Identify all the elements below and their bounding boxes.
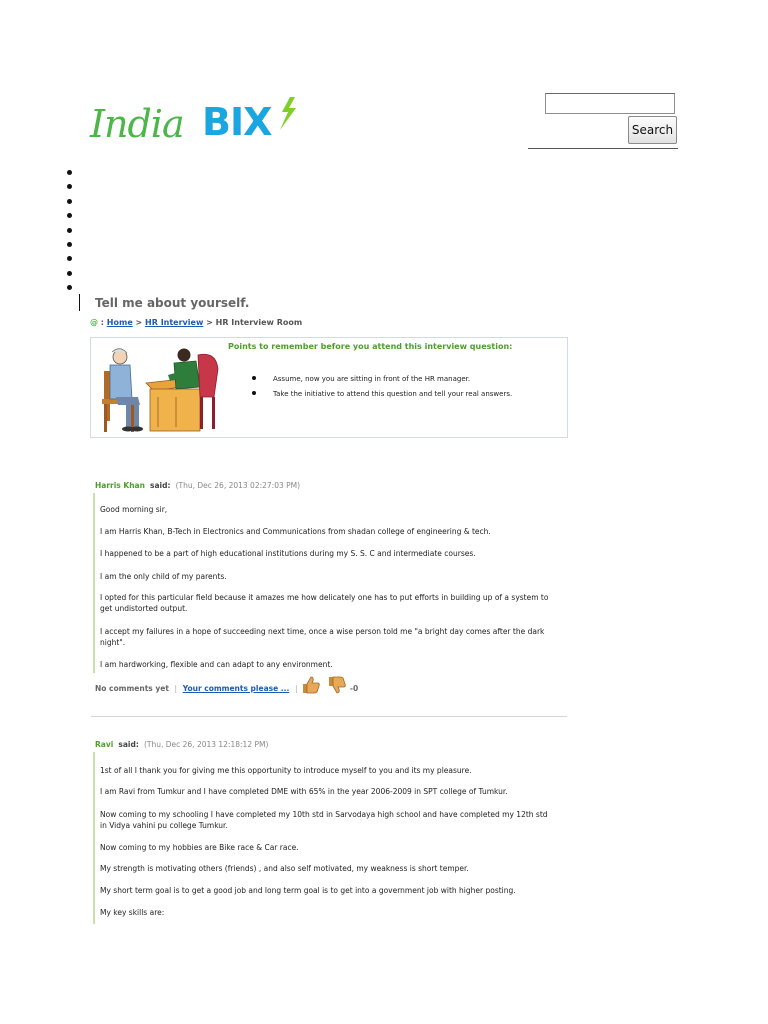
- nav-menu-item[interactable]: [67, 285, 72, 290]
- breadcrumb-current: HR Interview Room: [215, 318, 303, 327]
- tip-item: Assume, now you are sitting in front of the HR manager.: [273, 375, 471, 383]
- nav-menu-item[interactable]: [67, 271, 72, 276]
- your-comments-link[interactable]: Your comments please ...: [182, 684, 290, 693]
- text-cursor: [79, 294, 80, 311]
- nav-menu-item[interactable]: [67, 228, 72, 233]
- nav-menu-item[interactable]: [67, 199, 72, 204]
- nav-menu-item[interactable]: [67, 184, 72, 189]
- comment-text-line: I am the only child of my parents.: [100, 572, 227, 581]
- comment-header: [95, 473, 300, 492]
- breadcrumb-separator: >: [206, 318, 213, 327]
- comment-text-line: I happened to be a part of high educational institutions during my S. S. C and intermediate courses.: [100, 549, 476, 558]
- comment-said-label: said:: [118, 740, 139, 749]
- footer-separator: |: [294, 684, 298, 693]
- comment-text-line: get undistorted output.: [100, 604, 188, 613]
- comment-text-line: I am Harris Khan, B-Tech in Electronics and Communications from shadan college of engineering & tech.: [100, 527, 491, 536]
- comment-date: (Thu, Dec 26, 2013 12:18:12 PM): [143, 740, 269, 749]
- comment-text-line: My short term goal is to get a good job and long term goal is to get into a government job with higher posting.: [100, 886, 516, 895]
- interview-illustration: [96, 341, 226, 435]
- comment-text-line: in Vidya vahini pu college Tumkur.: [100, 821, 228, 830]
- comment-author[interactable]: Harris Khan: [95, 481, 145, 490]
- search-input[interactable]: [545, 93, 675, 114]
- comment-text-line: I opted for this particular field because it amazes me how delicately one has to put efforts in building up of a system to: [100, 593, 549, 602]
- comment-divider: [91, 716, 567, 717]
- comment-text-line: Now coming to my hobbies are Bike race & Car race.: [100, 843, 299, 852]
- breadcrumb-home-link[interactable]: Home: [106, 318, 133, 327]
- logo-text-india: India: [90, 102, 184, 146]
- comment-date: (Thu, Dec 26, 2013 02:27:03 PM): [175, 481, 301, 490]
- comment-text-line: I am hardworking, flexible and can adapt to any environment.: [100, 660, 333, 669]
- comment-text-line: 1st of all I thank you for giving me this opportunity to introduce myself to you and its my pleasure.: [100, 766, 472, 775]
- indiabix-logo[interactable]: [90, 96, 300, 158]
- tips-title: Points to remember before you attend this interview question:: [228, 342, 513, 351]
- nav-menu-item[interactable]: [67, 242, 72, 247]
- comment-body-border: [93, 752, 95, 924]
- bullet-icon: [252, 376, 256, 380]
- thumbs-down-icon[interactable]: [327, 676, 347, 694]
- comment-text-line: Now coming to my schooling I have completed my 10th std in Sarvodaya high school and have completed my 12th std: [100, 810, 548, 819]
- comment-body-border: [93, 493, 95, 673]
- comment-said-label: said:: [150, 481, 171, 490]
- comment-text-line: night".: [100, 638, 126, 647]
- thumbs-up-icon[interactable]: [301, 676, 321, 694]
- comment-text-line: I am Ravi from Tumkur and I have completed DME with 65% in the year 2006-2009 in SPT college of Tumkur.: [100, 787, 508, 796]
- search-button[interactable]: Search: [628, 116, 677, 144]
- home-icon: @: [90, 318, 98, 327]
- breadcrumb-separator: :: [100, 318, 104, 327]
- comment-text-line: Good morning sir,: [100, 505, 168, 514]
- bullet-icon: [252, 391, 256, 395]
- breadcrumb-separator: >: [135, 318, 143, 327]
- footer-separator: |: [174, 684, 178, 693]
- comment-text-line: My key skills are:: [100, 908, 165, 917]
- lightning-icon: [276, 96, 300, 136]
- search-divider: [528, 148, 678, 149]
- comment-text-line: I accept my failures in a hope of succeeding next time, once a wise person told me "a bright day comes after the dark: [100, 627, 545, 636]
- tip-item: Take the initiative to attend this question and tell your real answers.: [273, 390, 513, 398]
- page-title: Tell me about yourself.: [95, 296, 250, 310]
- breadcrumb: [90, 318, 302, 327]
- nav-menu-item[interactable]: [67, 213, 72, 218]
- nav-menu-item[interactable]: [67, 256, 72, 261]
- no-comments-label: No comments yet: [95, 684, 169, 693]
- comment-author[interactable]: Ravi: [95, 740, 114, 749]
- breadcrumb-hr-interview-link[interactable]: HR Interview: [145, 318, 204, 327]
- nav-menu-item[interactable]: [67, 170, 72, 175]
- logo-text-bix: BIX: [202, 100, 272, 144]
- downvote-count: -0: [349, 684, 359, 693]
- comment-header: [95, 732, 268, 751]
- comment-text-line: My strength is motivating others (friends) , and also self motivated, my weakness is short temper.: [100, 864, 469, 873]
